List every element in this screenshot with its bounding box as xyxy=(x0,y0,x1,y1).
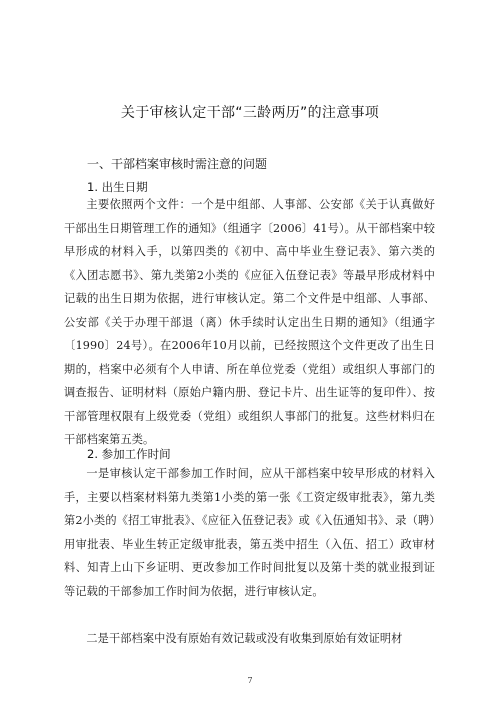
paragraph-work-start-date-1: 一是审核认定干部参加工作时间，应从干部档案中较早形成的材料入手，主要以档案材料第九类第1小类的第一张《工资定级审批表》，第九类第2小类的《招工审批表》、《应征入伍登记表》或《入伍通知书》、录（聘）用审批表、毕业生转正定级审批表，第五类中招生（入伍、招工）政审材料、知青上山下乡证明、更改参加工作时间批复以及第十类的就业报到证等记载的干部参加工作时间为依据，进行审核认定。 xyxy=(64,467,435,598)
paragraph-birth-date: 主要依照两个文件：一个是中组部、人事部、公安部《关于认真做好干部出生日期管理工作的通知》（组通字〔2006〕41号）。从干部档案中较早形成的材料入手，以第四类的《初中、高中毕业生登记表》、第六类的《入团志愿书》、第九类第2小类的《应征入伍登记表》等最早形成材料中记载的出生日期为依据，进行审核认定。第二个文件是中组部、人事部、公安部《关于办理干部退（离）休手续时认定出生日期的通知》（组通字〔1990〕24号）。在2006年10月以前，已经按照这个文件更改了出生日期的，档案中必须有个人申请、所在单位党委（党组）或组织人事部门的调查报告、证明材料（原始户籍内册、登记卡片、出生证等的复印件）、按干部管理权限有上级党委（党组）或组织人事部门的批复。这些材料归在干部档案第五类。 xyxy=(64,198,435,446)
section-heading: 一、干部档案审核时需注意的问题 xyxy=(87,157,268,171)
subheading-work-start-date: 2. 参加工作时间 xyxy=(87,447,171,461)
subheading-birth-date: 1. 出生日期 xyxy=(87,180,148,194)
page-number: 7 xyxy=(247,676,253,685)
document-title: 关于审核认定干部“三龄两历”的注意事项 xyxy=(120,105,380,121)
paragraph-work-start-date-2: 二是干部档案中没有原始有效记载或没有收集到原始有效证明材 xyxy=(86,632,403,645)
